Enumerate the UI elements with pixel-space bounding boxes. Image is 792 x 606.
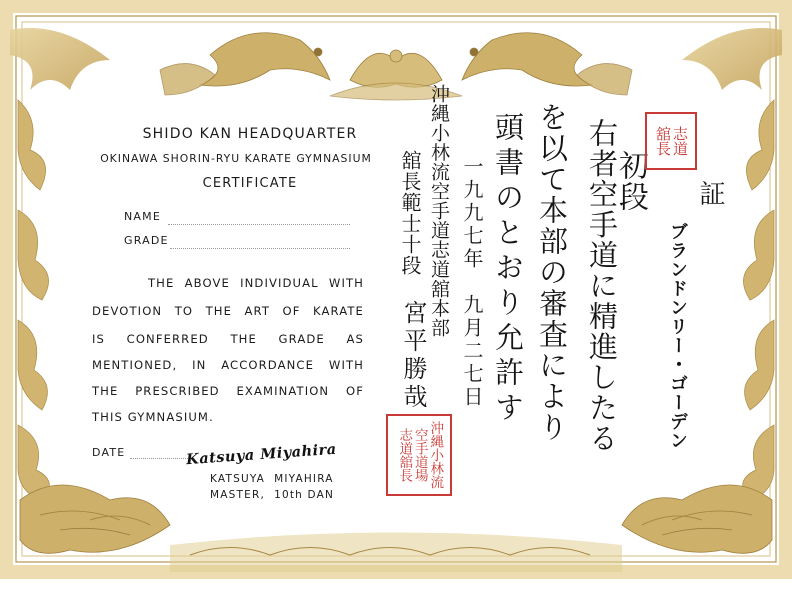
body-word: KARATE <box>313 304 364 318</box>
body-line <box>92 332 364 346</box>
body-word: MENTIONED, <box>92 358 178 372</box>
body-word: IS <box>92 332 105 346</box>
grade-label: GRADE <box>124 234 169 247</box>
paulownia-right-icon <box>622 485 772 553</box>
signature-title: MASTER, 10th DAN <box>210 489 335 501</box>
jp-line2: を以て本部の審査により <box>535 102 569 443</box>
body-word: OF <box>282 304 301 318</box>
date-line <box>130 458 190 459</box>
body-word: WITH <box>328 276 364 290</box>
phoenix-left-icon <box>160 33 330 95</box>
date-label: DATE <box>92 446 126 459</box>
name-line <box>168 224 350 225</box>
body-word: ACCORDANCE <box>221 358 315 372</box>
body-word: WITH <box>328 358 364 372</box>
body-word: EXAMINATION <box>236 384 330 398</box>
body-word: THE <box>92 384 119 398</box>
jp-master-title: 舘長範士十段 <box>398 150 422 276</box>
bottom-red-seal <box>386 414 452 496</box>
body-line <box>92 410 364 424</box>
name-label: NAME <box>124 210 161 223</box>
jp-recipient-line: 右者空手道に精進したる <box>585 118 619 454</box>
jp-date: 一九九七年 九月二七日 <box>460 156 484 409</box>
paulownia-left-icon <box>20 485 170 553</box>
jp-organization: 沖縄小林流空手道志道舘本部 <box>428 84 450 338</box>
jp-rank: 初段 <box>613 150 648 212</box>
jp-recipient-name: ブランドンリー・ゴーデン <box>667 222 688 450</box>
body-word: ART <box>244 304 271 318</box>
body-word: DEVOTION <box>92 304 163 318</box>
signature-handwriting: Katsuya Miyahira <box>185 440 338 469</box>
body-word: AS <box>346 332 364 346</box>
top-red-seal <box>645 112 697 170</box>
seal-column: 志道舘長 <box>396 428 413 482</box>
body-word: OF <box>345 384 364 398</box>
body-word: INDIVIDUAL <box>240 276 319 290</box>
grade-line <box>170 248 350 249</box>
body-line <box>92 384 364 398</box>
body-line <box>92 358 364 372</box>
certificate-heading: CERTIFICATE <box>202 176 298 191</box>
body-word: GYMNASIUM. <box>127 410 214 424</box>
jp-certificate-char: 証 <box>695 180 725 206</box>
body-word: THIS <box>92 410 128 424</box>
header-title: SHIDO KAN HEADQUARTER <box>142 126 358 142</box>
body-word: THE <box>205 304 233 318</box>
body-word: IN <box>192 358 207 372</box>
seal-column: 舘長 <box>654 126 672 156</box>
body-word: CONFERRED <box>126 332 209 346</box>
body-word: ABOVE <box>184 276 230 290</box>
body-word: PRESCRIBED <box>135 384 220 398</box>
body-word: TO <box>174 304 194 318</box>
seal-column: 空手道場 <box>411 428 428 482</box>
header-subtitle: OKINAWA SHORIN-RYU KARATE GYMNASIUM <box>100 152 372 165</box>
signature-name: KATSUYA MIYAHIRA <box>210 473 334 485</box>
body-line <box>92 304 364 318</box>
seal-column: 志道 <box>671 126 689 156</box>
body-line <box>148 276 364 290</box>
seal-column: 沖縄小林流 <box>427 421 444 489</box>
phoenix-right-icon <box>462 33 632 95</box>
body-word: THE <box>230 332 257 346</box>
body-word: THE <box>148 276 175 290</box>
jp-master-name: 宮平勝哉 <box>399 300 427 412</box>
jp-line3: 頭書のとおり允許す <box>491 112 525 427</box>
body-word: GRADE <box>278 332 325 346</box>
